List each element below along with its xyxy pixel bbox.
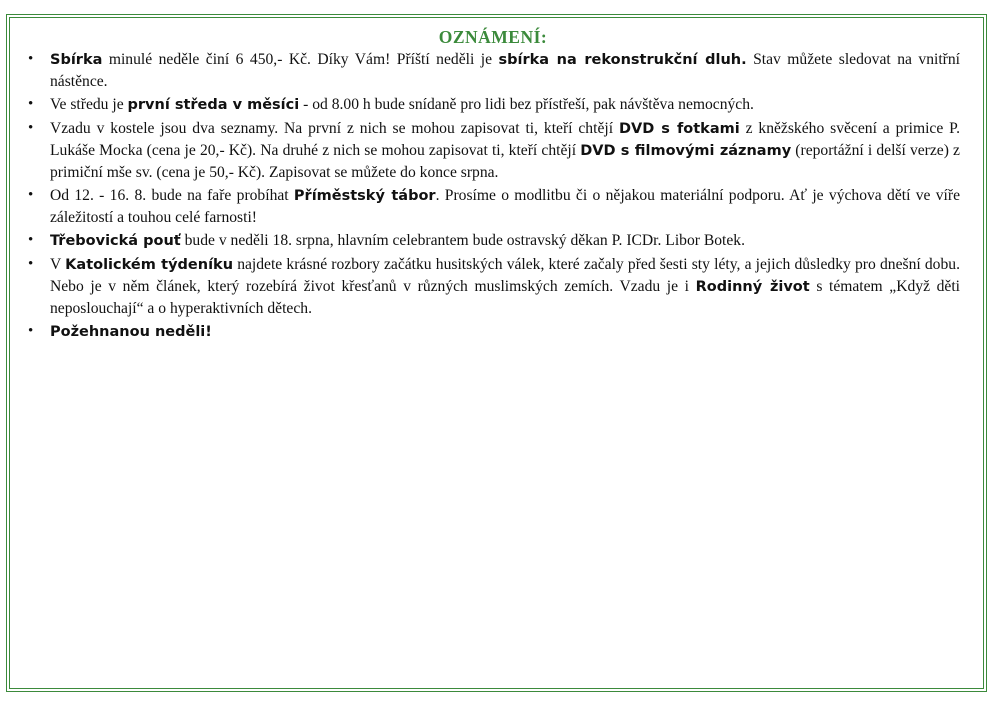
item-bold-text: DVD s filmovými záznamy <box>580 143 792 159</box>
item-bold-text: Třebovická pouť <box>50 233 181 249</box>
item-bold-text: Sbírka <box>50 52 103 68</box>
announcements <box>26 26 960 345</box>
item-text: V <box>50 256 66 273</box>
item-text: (reportážní i delší verze) z primiční mše sv. (cena je 50,- Kč). Zapisovat se můžete do konce srpna. <box>50 142 960 181</box>
bullet-icon: • <box>28 256 34 272</box>
item-text: Od 12. - 16. 8. bude na faře probíhat <box>50 187 294 204</box>
announcement-list <box>26 49 960 343</box>
bullet-icon: • <box>28 51 34 67</box>
item-text: Vzadu v kostele jsou dva seznamy. Na první z nich se mohou zapisovat ti, kteří chtějí <box>50 120 619 137</box>
item-bold-text: Katolickém týdeníku <box>65 257 234 273</box>
item-bold-text: Příměstský tábor <box>293 188 436 204</box>
bullet-icon: • <box>28 120 34 136</box>
item-bold-text: DVD s fotkami <box>618 121 740 137</box>
item-bold-text: Požehnanou neděli! <box>50 324 212 340</box>
bullet-icon: • <box>28 187 34 203</box>
list-item <box>26 230 960 252</box>
item-text: - od 8.00 h bude snídaně pro lidi bez přístřeší, pak návštěva nemocných. <box>299 96 754 113</box>
item-bold-text: sbírka na rekonstrukční dluh. <box>498 52 747 68</box>
list-item <box>26 118 960 183</box>
item-text: Stav můžete sledovat na vnitřní nástěnce. <box>50 51 960 90</box>
list-item <box>26 94 960 116</box>
item-bold-text: první středa v měsíci <box>127 97 300 113</box>
item-text: . Prosíme o modlitbu či o nějakou materiální podporu. Ať je výchova dětí ve víře záležitostí a touhou celé farnosti! <box>50 187 960 226</box>
bullet-icon: • <box>28 96 34 112</box>
bullet-icon: • <box>28 232 34 248</box>
item-text: bude v neděli 18. srpna, hlavním celebrantem bude ostravský děkan P. ICDr. Libor Botek. <box>180 232 746 249</box>
list-item <box>26 185 960 228</box>
item-text: s tématem „Když děti neposlouchají“ a o hyperaktivních dětech. <box>50 278 960 317</box>
item-bold-text: Rodinný život <box>695 279 810 295</box>
item-text: z kněžského svěcení a primice P. Lukáše Mocka (cena je 20,- Kč). Na druhé z nich se mohou zapisovat ti, kteří chtějí <box>50 120 961 159</box>
bullet-icon: • <box>28 323 34 339</box>
list-item <box>26 254 960 319</box>
list-item <box>26 321 960 343</box>
item-text: najdete krásné rozbory začátku husitských válek, které začaly před šesti sty léty, a jejich důsledky pro dnešní dobu. Nebo je v něm článek, který rozebírá život křesťanů v různých muslimských zemích. Vzadu je i <box>50 256 960 295</box>
item-text: Ve středu je <box>50 96 128 113</box>
item-text: minulé neděle činí 6 450,- Kč. Díky Vám! Příští neděli je <box>102 51 499 68</box>
page-title: OZNÁMENÍ: <box>438 27 548 47</box>
list-item <box>26 49 960 92</box>
